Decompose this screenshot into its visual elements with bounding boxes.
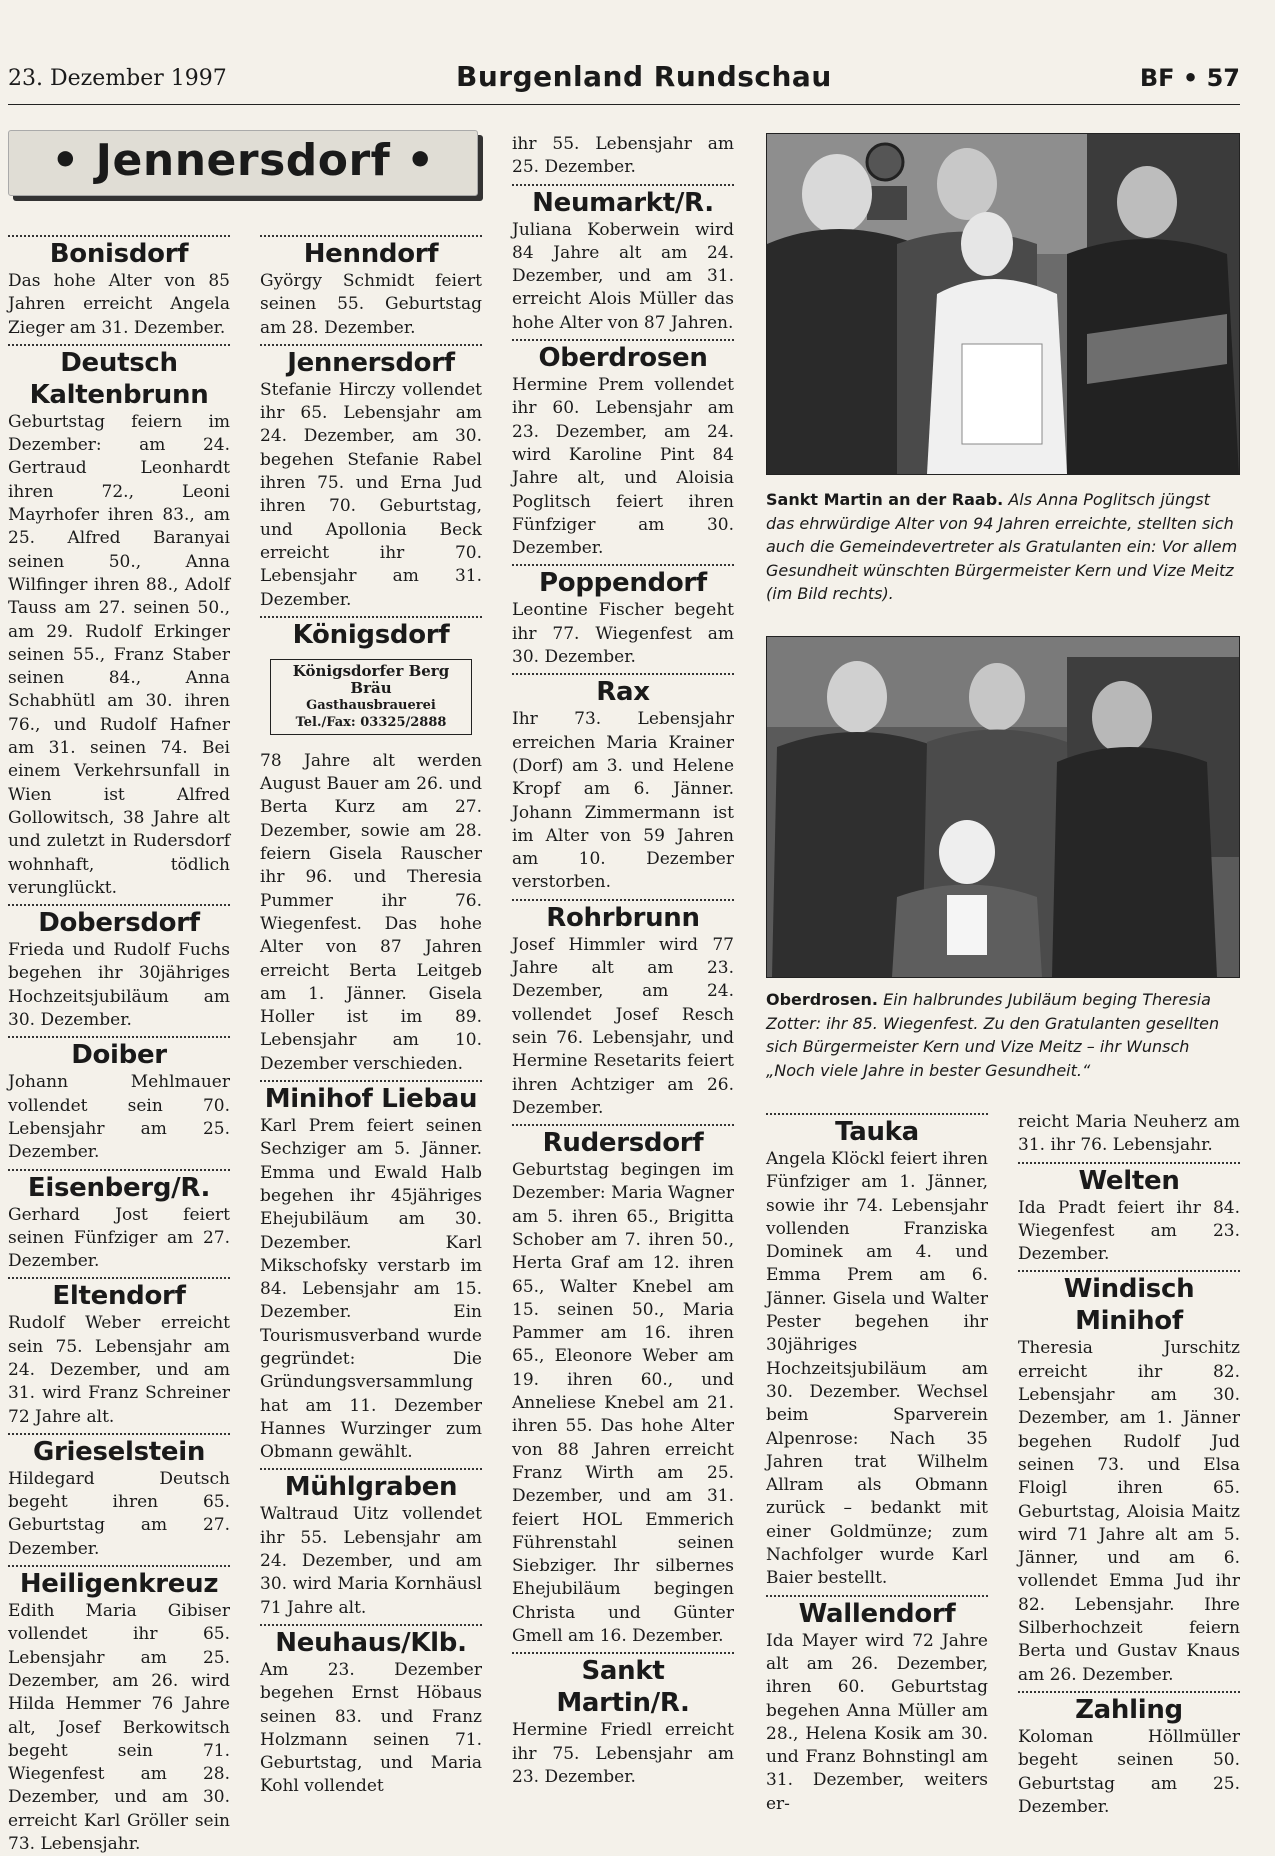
section-text: reicht Maria Neuherz am 31. ihr 76. Lebensjahr.: [1018, 1112, 1240, 1156]
section-dobersdorf: [8, 904, 230, 1032]
section-text: Hermine Friedl erreicht ihr 75. Lebensjahr am 23. Dezember.: [512, 1720, 734, 1787]
section-title: Königsdorf: [292, 619, 450, 650]
section-k-nigsdorf: [260, 616, 482, 651]
section-minihof-liebau: [260, 1080, 482, 1464]
section-rudersdorf: [512, 1124, 734, 1648]
section-text: Gerhard Jost feiert seinen Fünfziger am 27. Dezember.: [8, 1204, 230, 1272]
section-text: Frieda und Rudolf Fuchs begehen ihr 30jähriges Hochzeitsjubiläum am 30. Dezember.: [8, 940, 230, 1031]
section-title: Jennersdorf: [287, 347, 455, 378]
ad-line-1: Königsdorfer Berg Bräu: [292, 661, 450, 697]
section-title: Heiligenkreuz: [19, 1569, 219, 1600]
section-text: 78 Jahre alt werden August Bauer am 26. und Berta Kurz am 27. Dezember, sowie am 28. feiern Gisela Rauscher ihr 96. und Theresia Pummer ihr 76. Wiegenfest. Das hohe Alter von 87 Jahren erreicht Berta Leitgeb am 1. Jänner. Gisela Holler ist im 89. Lebensjahr am 10. Dezember verschieden.: [260, 750, 482, 1074]
section-title: Rax: [596, 677, 650, 708]
section-text: Johann Mehlmauer vollendet sein 70. Lebensjahr am 25. Dezember.: [8, 1072, 230, 1163]
section-wallendorf: [766, 1595, 988, 1816]
section-m-hlgraben: [260, 1468, 482, 1619]
section-text: Am 23. Dezember begehen Ernst Höbaus seinen 83. und Franz Holzmann seinen 71. Geburtstag, und Maria Kohl vollendet: [260, 1659, 482, 1797]
section-text: György Schmidt feiert seinen 55. Geburtstag am 28. Dezember.: [260, 271, 482, 338]
section-title: Neumarkt/R.: [532, 187, 714, 218]
section-deutsch-kaltenbrunn: [8, 344, 230, 900]
section-title: Rudersdorf: [542, 1128, 704, 1159]
section-title: Grieselstein: [32, 1436, 206, 1467]
page-header: [8, 60, 1240, 105]
section-cont: [512, 132, 734, 180]
newspaper-name: Burgenland Rundschau: [456, 60, 832, 93]
photo-group-of-four-icon: [767, 134, 1239, 474]
section-text: Das hohe Alter von 85 Jahren erreicht Angela Zieger am 31. Dezember.: [8, 271, 230, 338]
section-text: Leontine Fischer begeht ihr 77. Wiegenfest am 30. Dezember.: [512, 600, 734, 668]
photo-group-of-four-icon: [767, 637, 1239, 977]
section-text: Theresia Jurschitz erreicht ihr 82. Lebensjahr am 30. Dezember, am 1. Jänner begehen Rudolf Jud seinen 73. und Elsa Floigl ihren 65. Geburtstag, Aloisia Maitz wird 71 Jahre alt am 5. Jänner, und am 6. vollendet Emma Jud ihr 82. Lebensjahr. Ihre Silberhochzeit feiern Berta und Gustav Knaus am 26. Dezember.: [1018, 1338, 1240, 1685]
section-oberdrosen: [512, 339, 734, 560]
section-text: Hermine Prem vollendet ihr 60. Lebensjahr am 23. Dezember, am 24. wird Karoline Pint 84 Jahre alt, und Aloisia Poglitsch feiert ihren Fünfziger am 30. Dezember.: [512, 375, 734, 559]
section-text: Koloman Höllmüller begeht seinen 50. Geburtstag am 25. Dezember.: [1018, 1726, 1240, 1817]
section-text: Ida Mayer wird 72 Jahre alt am 26. Dezember, ihren 60. Geburtstag begehen Anna Müller am 28., Helena Kosik am 30. und Franz Bohnstingl am 31. Dezember, weiters er-: [766, 1630, 988, 1814]
ad-line-3: Tel./Fax: 03325/2888: [295, 714, 447, 730]
section-text: Geburtstag feiern im Dezember: am 24. Gertraud Leonhardt ihren 72., Leoni Mayrhofer ihren 83., am 25. Alfred Baranyai seinen 50., Anna Wilfinger ihren 88., Adolf Tauss am 27. seinen 50., am 29. Rudolf Erkinger seinen 55., Franz Staber seinen 84., Anna Schabhütl am 30. ihren 76., und Rudolf Hafner am 31. seinen 74. Bei einem Verkehrsunfall in Wien ist Alfred Gollowitsch, 38 Jahre alt und zuletzt in Rudersdorf wohnhaft, tödlich verunglückt.: [8, 411, 230, 898]
section-title: Wallendorf: [798, 1598, 956, 1629]
section-title: Henndorf: [303, 239, 439, 269]
region-banner-title: • Jennersdorf •: [51, 135, 435, 186]
caption-sankt-martin: [766, 488, 1238, 606]
section-title: Mühlgraben: [284, 1472, 458, 1503]
section-title: Eltendorf: [52, 1281, 186, 1312]
section-title: Doiber: [71, 1040, 167, 1071]
brewery-ad: [270, 659, 472, 735]
section-text: Ihr 73. Lebensjahr erreichen Maria Krainer (Dorf) am 3. und Helene Kropf am 6. Jänner. Johann Zimmermann ist im Alter von 59 Jahren am 10. Dezember verstorben.: [512, 709, 734, 893]
section-heiligenkreuz: [8, 1565, 230, 1856]
section-title: Bonisdorf: [49, 239, 189, 269]
section-title: Zahling: [1075, 1694, 1183, 1725]
section-title: Deutsch Kaltenbrunn: [29, 347, 209, 410]
ad-line-2: Gasthausbrauerei: [306, 697, 436, 713]
caption-1-place: Sankt Martin an der Raab.: [766, 490, 1004, 509]
section-title: Tauka: [835, 1117, 919, 1147]
section-text: Edith Maria Gibiser vollendet ihr 65. Lebensjahr am 25. Dezember, am 26. wird Hilda Hemmer 76 Jahre alt, Josef Berkowitsch begeht sein 71. Wiegenfest am 28. Dezember, und am 30. erreicht Karl Gröller sein 73. Lebensjahr.: [8, 1601, 230, 1855]
section-neumarkt-r: [512, 184, 734, 335]
section-henndorf: [260, 235, 482, 340]
section-text: Waltraud Uitz vollendet ihr 55. Lebensjahr am 24. Dezember, und am 30. wird Maria Kornhäusl 71 Jahre alt.: [260, 1504, 482, 1618]
section-cont: [1018, 1110, 1240, 1158]
column-3: [512, 128, 734, 1789]
section-title: Sankt Martin/R.: [556, 1656, 690, 1719]
page-number: BF • 57: [1139, 64, 1240, 92]
region-banner: [8, 130, 478, 196]
section-neuhaus-klb: [260, 1624, 482, 1799]
section-cont: [260, 749, 482, 1076]
section-text: ihr 55. Lebensjahr am 25. Dezember.: [512, 134, 734, 178]
photo-oberdrosen: [766, 636, 1240, 978]
caption-1-text: Als Anna Poglitsch jüngst das ehrwürdige Alter von 94 Jahren erreichte, stellten sich auch die Gemeindevertreter als Gratulanten ein: Vor allem Gesundheit wünschten Bürgermeister Kern und Vize Meitz (im Bild rechts).: [766, 490, 1238, 603]
section-text: Ida Pradt feiert ihr 84. Wiegenfest am 23. Dezember.: [1018, 1197, 1240, 1265]
section-windisch-minihof: [1018, 1270, 1240, 1686]
section-sankt-martin-r: [512, 1652, 734, 1789]
section-text: Rudolf Weber erreicht sein 75. Lebensjahr am 24. Dezember, und am 31. wird Franz Schreiner 72 Jahre alt.: [8, 1313, 230, 1427]
section-text: Juliana Koberwein wird 84 Jahre alt am 24. Dezember, und am 31. erreicht Alois Müller das hohe Alter von 87 Jahren.: [512, 219, 734, 333]
caption-oberdrosen: [766, 988, 1238, 1082]
section-title: Minihof Liebau: [264, 1084, 478, 1115]
section-text: Geburtstag begingen im Dezember: Maria Wagner am 5. ihren 65., Brigitta Schober am 7. ihren 50., Herta Graf am 12. ihren 65., Walter Knebel am 15. seinen 50., Maria Pammer am 16. ihren 65., Eleonore Weber am 19. ihren 60., und Anneliese Knebel am 21. ihren 55. Das hohe Alter von 88 Jahren erreicht Franz Wirth am 25. Dezember, und am 31. feiert HOL Emmerich Führenstahl seinen Siebziger. Ihr silbernes Ehejubiläum begingen Christa und Günter Gmell am 16. Dezember.: [512, 1160, 734, 1647]
caption-2-text: Ein halbrundes Jubiläum beging Theresia Zotter: ihr 85. Wiegenfest. Zu den Gratulanten gesellten sich Bürgermeister Kern und Vize Meitz – ihr Wunsch „Noch viele Jahre in bester Gesundheit.“: [766, 990, 1220, 1080]
section-eisenberg-r: [8, 1169, 230, 1274]
section-text: Josef Himmler wird 77 Jahre alt am 23. Dezember, am 24. vollendet Josef Resch sein 76. Lebensjahr, und Hermine Resetarits feiert ihren Achtziger am 26. Dezember.: [512, 934, 734, 1118]
section-title: Poppendorf: [539, 568, 707, 599]
photo-sankt-martin: [766, 133, 1240, 475]
section-title: Welten: [1078, 1165, 1180, 1196]
column-1: [8, 231, 230, 1856]
section-title: Eisenberg/R.: [27, 1172, 211, 1203]
issue-date: 23. Dezember 1997: [8, 66, 227, 91]
section-doiber: [8, 1036, 230, 1164]
section-text: Stefanie Hirczy vollendet ihr 65. Lebensjahr am 24. Dezember, am 30. begehen Stefanie Rabel ihren 75. und Erna Jud ihren 70. Geburtstag, und Apollonia Beck erreicht ihr 70. Lebensjahr am 31. Dezember.: [260, 379, 482, 610]
caption-2-place: Oberdrosen.: [766, 990, 878, 1009]
section-text: Hildegard Deutsch begeht ihren 65. Geburtstag am 27. Dezember.: [8, 1468, 230, 1559]
section-text: Karl Prem feiert seinen Sechziger am 5. Jänner. Emma und Ewald Halb begehen ihr 45jähriges Ehejubiläum am 30. Dezember. Karl Mikschofsky verstarb im 84. Lebensjahr am 15. Dezember. Ein Tourismusverband wurde gegründet: Die Gründungsversammlung hat am 11. Dezember Hannes Wurzinger zum Obmann gewählt.: [260, 1116, 482, 1463]
section-eltendorf: [8, 1277, 230, 1428]
section-tauka: [766, 1113, 988, 1591]
column-5: [1018, 1106, 1240, 1819]
section-title: Rohrbrunn: [546, 902, 700, 933]
section-title: Neuhaus/Klb.: [275, 1627, 467, 1658]
section-rax: [512, 673, 734, 894]
section-grieselstein: [8, 1433, 230, 1561]
column-2: [260, 231, 482, 1799]
column-4: [766, 1109, 988, 1816]
section-title: Dobersdorf: [38, 908, 200, 939]
section-poppendorf: [512, 564, 734, 669]
section-title: Oberdrosen: [538, 343, 708, 374]
section-bonisdorf: [8, 235, 230, 340]
section-rohrbrunn: [512, 899, 734, 1120]
section-welten: [1018, 1162, 1240, 1267]
section-title: Windisch Minihof: [1063, 1274, 1195, 1337]
section-text: Angela Klöckl feiert ihren Fünfziger am 1. Jänner, sowie ihr 74. Lebensjahr vollenden Franziska Dominek am 4. und Emma Prem am 6. Jänner. Gisela und Walter Pester begehen ihr 30jähriges Hochzeitsjubiläum am 30. Dezember. Wechsel beim Sparverein Alpenrose: Nach 35 Jahren trat Wilhelm Allram als Obmann zurück – bedankt mit einer Goldmünze; zum Nachfolger wurde Karl Baier bestellt.: [766, 1149, 988, 1589]
section-jennersdorf: [260, 344, 482, 612]
